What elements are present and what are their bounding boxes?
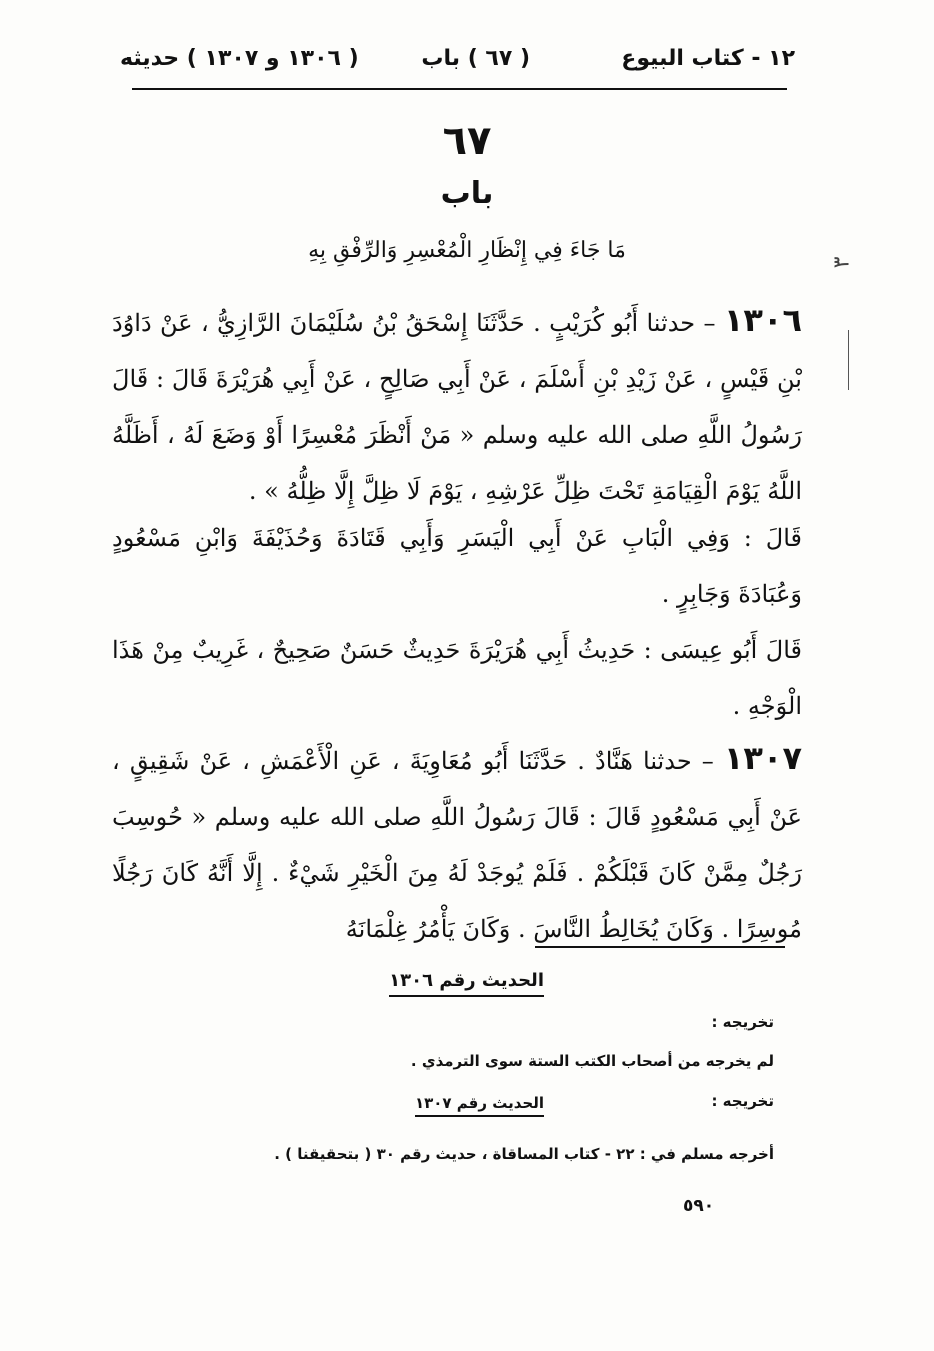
hadith-number: ١٣٠٧ xyxy=(723,739,802,777)
grading-paragraph: قَالَ أَبُو عِيسَى : حَدِيثُ أَبِي هُرَيْرَةَ حَدِيثٌ حَسَنٌ صَحِيحٌ ، غَرِيبٌ مِنْ هَذَا الْوَجْهِ . xyxy=(112,636,802,720)
header-chapter: ( ٦٧ ) باب xyxy=(421,46,530,71)
takhrij-text-1307: أخرجه مسلم في : ٢٢ - كتاب المساقاة ، حديث رقم ٣٠ ( بتحقيقنا ) . xyxy=(274,1145,774,1163)
hadith-1307 xyxy=(112,730,802,957)
footnote-heading-1306: الحديث رقم ١٣٠٦ xyxy=(389,970,544,997)
footnote-heading-1307: الحديث رقم ١٣٠٧ xyxy=(415,1094,544,1117)
chapter-title: مَا جَاءَ فِي إِنْظَارِ الْمُعْسِرِ وَالرِّفْقِ بِهِ xyxy=(308,238,626,263)
hadith-1306 xyxy=(112,292,802,519)
chapter-number: ٦٧ xyxy=(442,118,492,164)
running-header xyxy=(120,40,795,80)
footnote-separator xyxy=(535,946,785,948)
margin-line xyxy=(848,330,849,390)
page-number: ٥٩٠ xyxy=(683,1196,715,1216)
header-book-title: ١٢ - كتاب البيوع xyxy=(621,46,795,71)
hadith-text: – حدثنا هَنَّادٌ . حَدَّثَنَا أَبُو مُعَاوِيَةَ ، عَنِ الْأَعْمَشِ ، عَنْ شَقِيقٍ ، عَنْ أَبِي مَسْعُودٍ قَالَ : قَالَ رَسُولُ اللَّهِ صلى الله عليه وسلم « حُوسِبَ رَجُلٌ مِمَّنْ كَانَ قَبْلَكُمْ . فَلَمْ يُوجَدْ لَهُ مِنَ الْخَيْرِ شَيْءٌ . إِلَّا أَنَّهُ كَانَ رَجُلًا مُوسِرًا . وَكَانَ يُخَالِطُ النَّاسَ . وَكَانَ يَأْمُرُ غِلْمَانَهُ xyxy=(112,747,802,943)
hadith-number: ١٣٠٦ xyxy=(723,301,802,339)
takhrij-label-1307: تخريجه : xyxy=(711,1092,774,1110)
takhrij-label-1306: تخريجه : xyxy=(711,1013,774,1031)
bab-paragraph: قَالَ : وَفِي الْبَابِ عَنْ أَبِي الْيَسَرِ وَأَبِي قَتَادَةَ وَحُذَيْفَةَ وَابْنِ مَسْعُودٍ وَعُبَادَةَ وَجَابِرٍ . xyxy=(112,524,802,608)
hadith-text: – حدثنا أَبُو كُرَيْبٍ . حَدَّثَنَا إِسْحَقُ بْنُ سُلَيْمَانَ الرَّازِيُّ ، عَنْ دَاوُدَ بْنِ قَيْسٍ ، عَنْ زَيْدِ بْنِ أَسْلَمَ ، عَنْ أَبِي صَالِحٍ ، عَنْ أَبِي هُرَيْرَةَ قَالَ : قَالَ رَسُولُ اللَّهِ صلى الله عليه وسلم « مَنْ أَنْظَرَ مُعْسِرًا أَوْ وَضَعَ لَهُ ، أَظَلَّهُ اللَّهُ يَوْمَ الْقِيَامَةِ تَحْتَ ظِلِّ عَرْشِهِ ، يَوْمَ لَا ظِلَّ إِلَّا ظِلُّهُ » . xyxy=(112,309,802,505)
header-hadith-range: ( ١٣٠٦ و ١٣٠٧ ) حديثه xyxy=(120,46,359,71)
takhrij-text-1306: لم يخرجه من أصحاب الكتب الستة سوى الترمذي . xyxy=(410,1052,774,1070)
header-rule xyxy=(132,88,787,90)
chapter-heading: باب xyxy=(440,176,494,211)
margin-note: ٣ xyxy=(829,256,855,269)
